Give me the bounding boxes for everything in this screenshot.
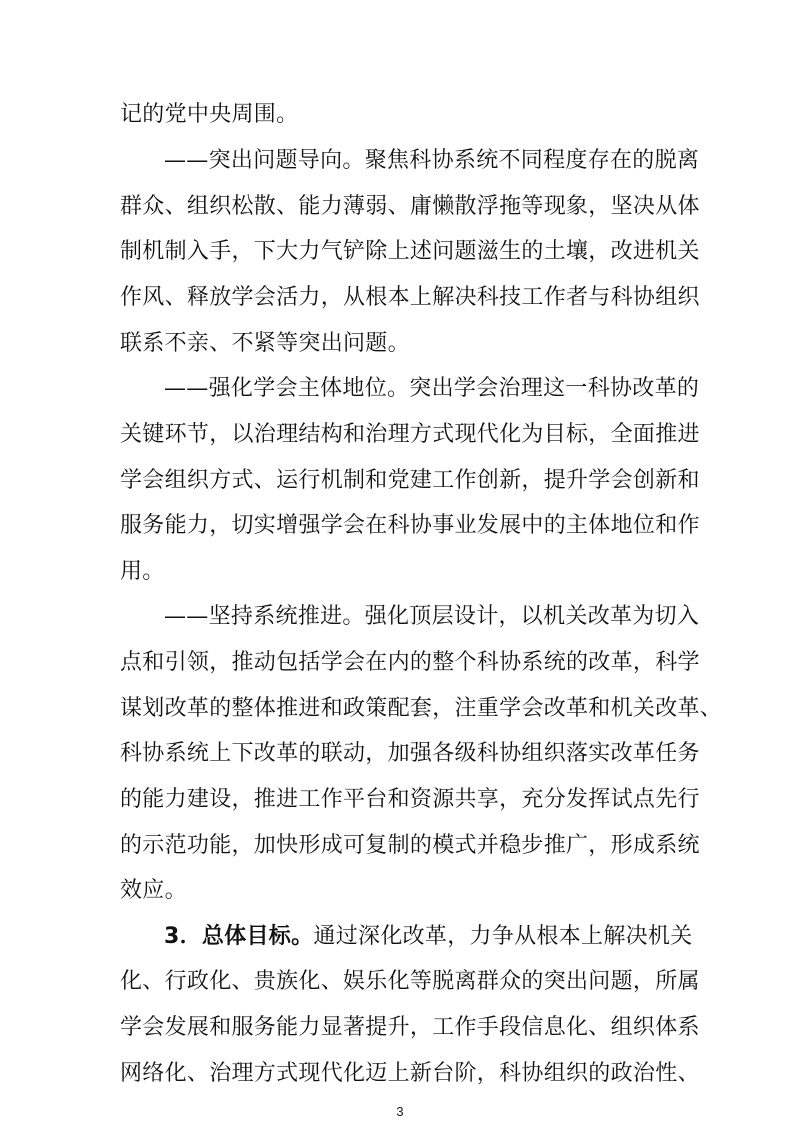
text-line: 的能力建设，推进工作平台和资源共享，充分发挥试点先行 xyxy=(120,787,700,812)
text-line: 群众、组织松散、能力薄弱、庸懒散浮拖等现象，坚决从体 xyxy=(120,194,700,219)
text-line: 网络化、治理方式现代化迈上新台阶，科协组织的政治性、 xyxy=(120,1061,700,1086)
section-text: 通过深化改革，力争从根本上解决机关 xyxy=(313,924,693,949)
text-line: 学会组织方式、运行机制和党建工作创新，提升学会创新和 xyxy=(120,468,700,493)
text-line: 谋划改革的整体推进和政策配套，注重学会改革和机关改革、 xyxy=(120,696,723,721)
text-line: ——强化学会主体地位。突出学会治理这一科协改革的 xyxy=(164,376,700,401)
text-line: ——突出问题导向。聚焦科协系统不同程度存在的脱离 xyxy=(164,148,700,173)
section-heading: 3．总体目标。 xyxy=(164,924,314,949)
text-line: 联系不亲、不紧等突出问题。 xyxy=(120,331,410,356)
text-line: 化、行政化、贵族化、娱乐化等脱离群众的突出问题，所属 xyxy=(120,969,700,994)
text-line: 作风、释放学会活力，从根本上解决科技工作者与科协组织 xyxy=(120,285,700,310)
text-line: 制机制入手，下大力气铲除上述问题滋生的土壤，改进机关 xyxy=(120,239,700,264)
page-number: 3 xyxy=(396,1104,404,1119)
text-line: ——坚持系统推进。强化顶层设计，以机关改革为切入 xyxy=(164,604,700,629)
text-line: 的示范功能，加快形成可复制的模式并稳步推广，形成系统 xyxy=(120,833,700,858)
text-line: 关键环节，以治理结构和治理方式现代化为目标，全面推进 xyxy=(120,422,700,447)
text-line: 用。 xyxy=(120,559,165,584)
text-line: 效应。 xyxy=(120,878,187,903)
text-line: 科协系统上下改革的联动，加强各级科协组织落实改革任务 xyxy=(120,741,700,766)
text-line: 点和引领，推动包括学会在内的整个科协系统的改革，科学 xyxy=(120,650,700,675)
text-line: 学会发展和服务能力显著提升，工作手段信息化、组织体系 xyxy=(120,1015,700,1040)
text-line: 记的党中央周围。 xyxy=(120,102,299,127)
section-line xyxy=(164,923,693,951)
text-line: 服务能力，切实增强学会在科协事业发展中的主体地位和作 xyxy=(120,513,700,538)
